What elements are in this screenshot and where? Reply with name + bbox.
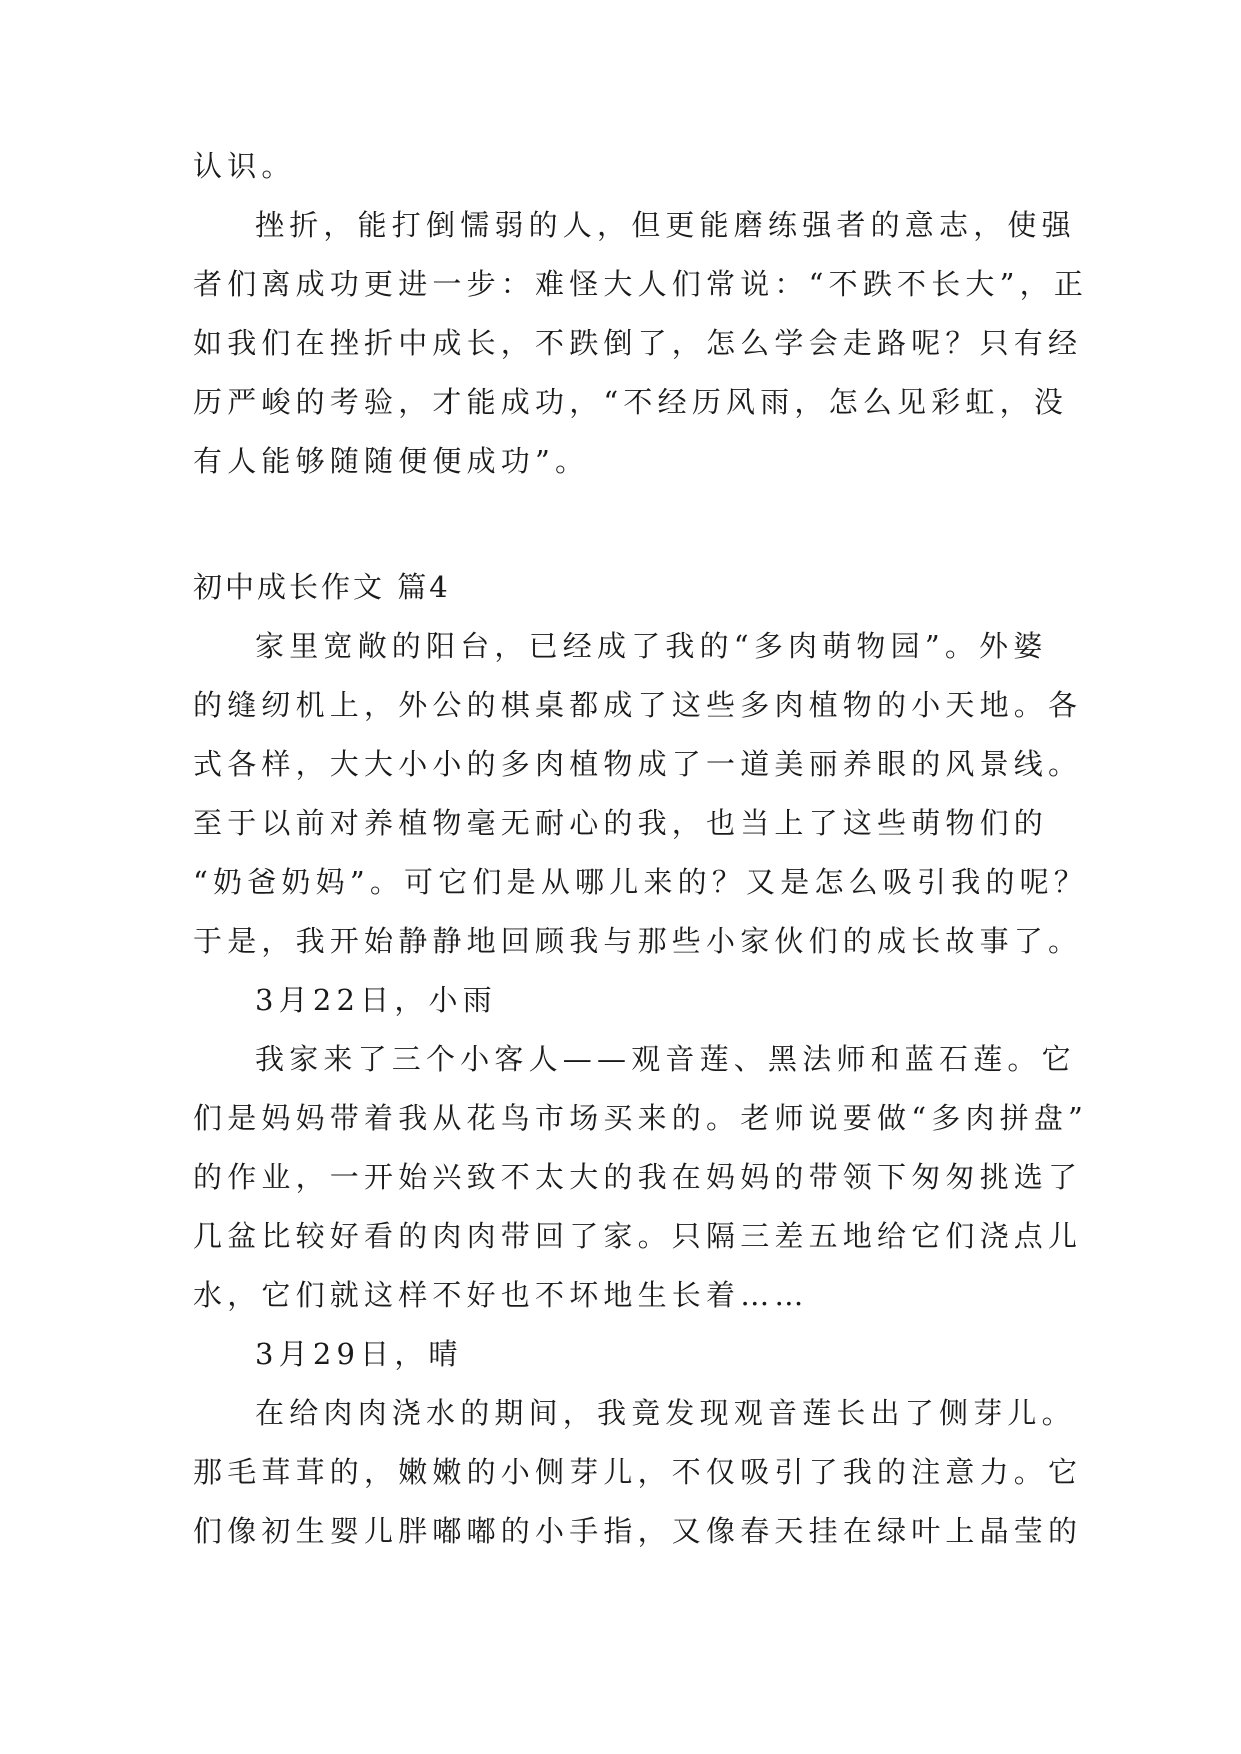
text-line: 者们离成功更进一步：难怪大人们常说：“不跌不长大”，正 [193,267,1089,301]
paragraph-first-line: 挫折，能打倒懦弱的人，但更能磨练强者的意志，使强 [255,208,1076,242]
text-line: 认识。 [193,149,296,183]
text-line: 的缝纫机上，外公的棋桌都成了这些多肉植物的小天地。各 [193,688,1083,722]
text-line: “奶爸奶妈”。可它们是从哪儿来的？又是怎么吸引我的呢？ [193,865,1089,899]
text-line: 的作业，一开始兴致不太大的我在妈妈的带领下匆匆挑选了 [193,1160,1083,1194]
text-line: 几盆比较好看的肉肉带回了家。只隔三差五地给它们浇点儿 [193,1219,1083,1253]
paragraph-first-line: 我家来了三个小客人——观音莲、黑法师和蓝石莲。它 [255,1042,1076,1076]
diary-date: 3月22日，小雨 [255,983,497,1017]
section-heading: 初中成长作文 篇4 [193,570,451,604]
text-line: 们像初生婴儿胖嘟嘟的小手指，又像春天挂在绿叶上晶莹的 [193,1514,1083,1548]
text-line: 至于以前对养植物毫无耐心的我，也当上了这些萌物们的 [193,806,1049,840]
text-line: 式各样，大大小小的多肉植物成了一道美丽养眼的风景线。 [193,747,1083,781]
diary-date: 3月29日，晴 [255,1337,463,1371]
paragraph-first-line: 家里宽敞的阳台，已经成了我的“多肉萌物园”。外婆 [255,629,1048,663]
text-line: 如我们在挫折中成长，不跌倒了，怎么学会走路呢？只有经 [193,326,1083,360]
paragraph-first-line: 在给肉肉浇水的期间，我竟发现观音莲长出了侧芽儿。 [255,1396,1076,1430]
text-line: 那毛茸茸的，嫩嫩的小侧芽儿，不仅吸引了我的注意力。它 [193,1455,1083,1489]
text-line: 水，它们就这样不好也不坏地生长着…… [193,1278,809,1312]
text-line: 于是，我开始静静地回顾我与那些小家伙们的成长故事了。 [193,924,1083,958]
text-line: 历严峻的考验，才能成功，“不经历风雨，怎么见彩虹，没 [193,385,1069,419]
text-line: 们是妈妈带着我从花鸟市场买来的。老师说要做“多肉拼盘” [193,1101,1089,1135]
text-line: 有人能够随随便便成功”。 [193,444,590,478]
